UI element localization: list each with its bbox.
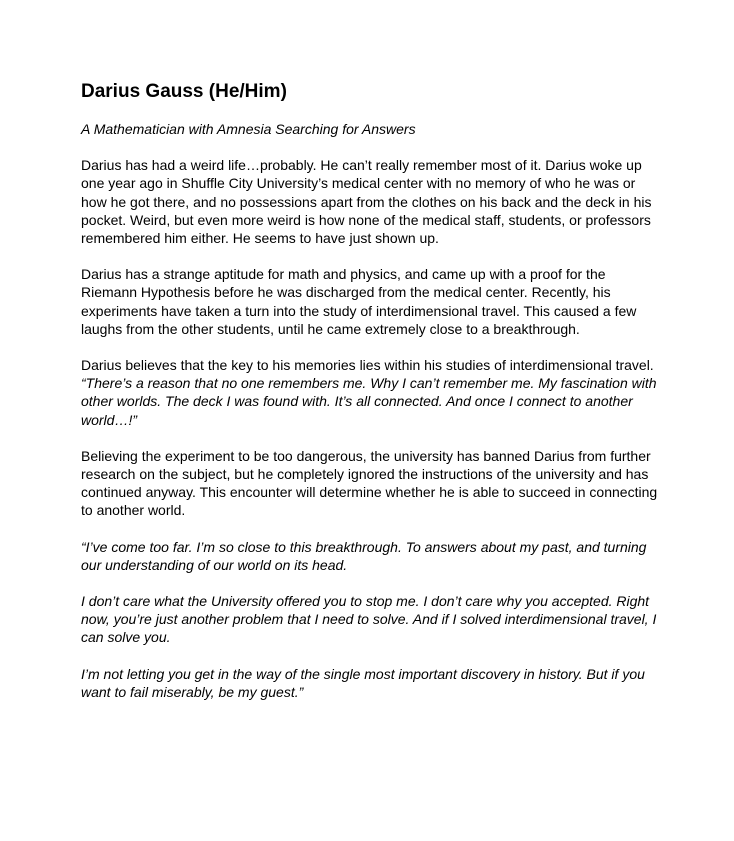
paragraph-ban: Believing the experiment to be too dangerous, the university has banned Darius from further research on the subject, but he completely ignored the instructions of the university and has continued anyway. This encounter will determine whether he is able to succeed in connecting to another world. <box>81 447 658 519</box>
memories-text: Darius believes that the key to his memories lies within his studies of interdimensional travel. <box>81 357 654 374</box>
paragraph-aptitude: Darius has a strange aptitude for math and physics, and came up with a proof for the Riemann Hypothesis before he was discharged from the medical center. Recently, his experiments have taken a turn into the study of interdimensional travel. This caused a few laughs from the other students, until he came extremely close to a breakthrough. <box>81 266 637 337</box>
document-title: Darius Gauss (He/Him) <box>81 81 287 102</box>
quote-discovery: I’m not letting you get in the way of the single most important discovery in history. But if you want to fail miserably, be my guest.” <box>81 665 645 700</box>
quote-university: I don’t care what the University offered you to stop me. I don’t care why you accepted. Right now, you’re just another problem that I need to solve. And if I solved interdimensional travel, I can solve you. <box>81 593 657 646</box>
paragraph-background: Darius has had a weird life…probably. He can’t really remember most of it. Darius woke up one year ago in Shuffle City University’s medical center with no memory of who he was or how he got there, and no possessions apart from the clothes on his back and the deck in his pocket. Weird, but even more weird is how none of the medical staff, students, or professors remembered him either. He seems to have just shown up. <box>81 157 652 247</box>
document-subtitle: A Mathematician with Amnesia Searching for Answers <box>81 121 416 137</box>
quote-breakthrough: “I’ve come too far. I’m so close to this breakthrough. To answers about my past, and turning our understanding of our world on its head. <box>81 538 647 573</box>
paragraph-memories <box>81 356 664 429</box>
memories-quote: “There’s a reason that no one remembers me. Why I can’t remember me. My fascination with other worlds. The deck I was found with. It’s all connected. And once I connect to another world…!” <box>81 375 657 428</box>
